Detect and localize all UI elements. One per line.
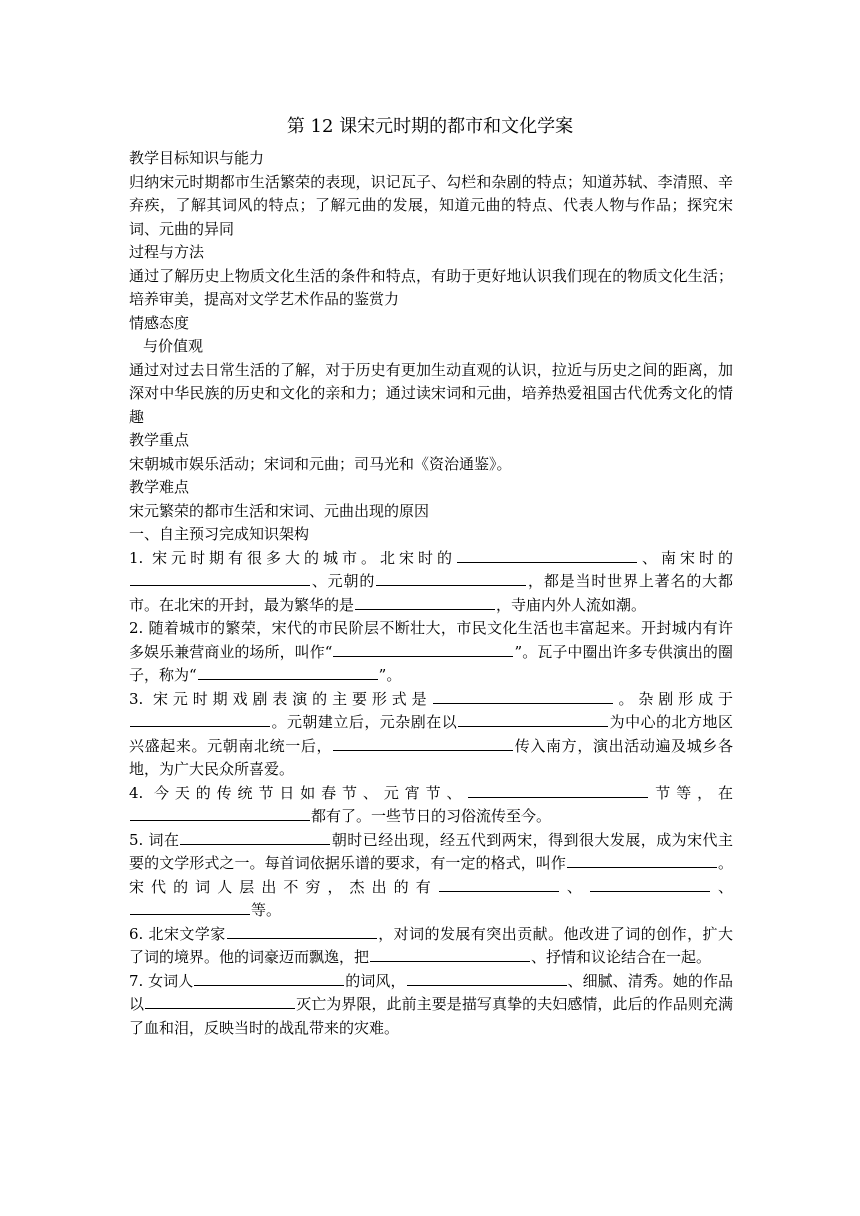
- process-heading: 过程与方法: [129, 243, 205, 261]
- question-2: [129, 617, 733, 688]
- fill-blank[interactable]: [439, 876, 559, 892]
- fill-blank[interactable]: [130, 711, 270, 727]
- question-3: [129, 688, 733, 782]
- question-3-text: 。元朝建立后，元杂剧在以: [271, 713, 458, 731]
- fill-blank[interactable]: [333, 735, 513, 751]
- question-1-text: 、南宋时的: [638, 548, 733, 567]
- question-4: [129, 782, 733, 829]
- question-4-text: 节等，在: [649, 783, 733, 802]
- question-6-text: ，对词的发展有突出贡献。他改进了词的创作，扩大了词的境界。他的词豪迈而飘逸，把: [129, 924, 733, 966]
- fill-blank[interactable]: [130, 570, 310, 586]
- values-text: 通过对过去日常生活的了解，对于历史有更加生动直观的认识，拉近与历史之间的距离，加深对中华民族的历史和文化的亲和力；通过读宋词和元曲，培养热爱祖国古代优秀文化的情趣: [129, 360, 733, 426]
- fill-blank[interactable]: [355, 594, 495, 610]
- question-5-text: 等。: [251, 901, 282, 919]
- question-4-text: 4. 今天的传统节日如春节、元宵节、: [129, 783, 468, 802]
- values-heading: 与价值观: [143, 337, 204, 355]
- fill-blank[interactable]: [130, 899, 250, 915]
- question-3-text: 传入南方，演出活动遍及城乡各地，为广大民众所喜爱。: [129, 736, 733, 778]
- fill-blank[interactable]: [130, 805, 310, 821]
- question-7-text: 7. 女词人: [129, 971, 194, 990]
- goals-heading: 教学目标知识与能力: [129, 149, 265, 167]
- key-points-heading: 教学重点: [129, 431, 190, 449]
- question-6-text: 6. 北宋文学家: [129, 924, 226, 943]
- difficult-points-text: 宋元繁荣的都市生活和宋词、元曲出现的原因: [129, 501, 430, 520]
- question-7-text: 灭亡为界限，此前主要是描写真挚的夫妇感情，此后的作品则充满了血和泪，反映当时的战乱带来的灾难。: [129, 995, 733, 1037]
- document-body: [129, 147, 733, 1040]
- fill-blank[interactable]: [376, 570, 526, 586]
- fill-blank[interactable]: [458, 711, 608, 727]
- key-points-text: 宋朝城市娱乐活动；宋词和元曲；司马光和《资治通鉴》。: [129, 454, 512, 473]
- preview-heading: 一、自主预习完成知识架构: [129, 525, 310, 543]
- fill-blank[interactable]: [567, 852, 717, 868]
- question-5: [129, 829, 733, 923]
- question-1-text: ，寺庙内外人流如潮。: [496, 595, 647, 614]
- fill-blank[interactable]: [227, 923, 377, 939]
- document-title: 第 12 课宋元时期的都市和文化学案: [286, 116, 574, 137]
- question-2-text: 2. 随着城市的繁荣，宋代的市民阶层不断壮大，市民文化生活也丰富起来。开封城内有许多娱乐兼营商业的场所，叫作“: [129, 619, 733, 661]
- fill-blank[interactable]: [198, 664, 378, 680]
- question-5-text: 5. 词在: [129, 830, 180, 849]
- question-3-text: 。杂剧形成于: [613, 689, 733, 708]
- question-1-text: ，都是当时世界上著名的大都市。在北宋的开封，最为繁华的是: [129, 572, 733, 614]
- fill-blank[interactable]: [457, 547, 637, 563]
- fill-blank[interactable]: [370, 946, 530, 962]
- fill-blank[interactable]: [180, 829, 330, 845]
- goals-text: 归纳宋元时期都市生活繁荣的表现，识记瓦子、勾栏和杂剧的特点；知道苏轼、李清照、辛弃疾，了解其词风的特点；了解元曲的发展，知道元曲的特点、代表人物与作品；探究宋词、元曲的异同: [129, 172, 733, 238]
- emotion-heading: 情感态度: [129, 313, 190, 332]
- question-6-text: 、抒情和议论结合在一起。: [531, 948, 712, 966]
- question-1-text: 、元朝的: [311, 572, 376, 590]
- question-5-text: 、: [559, 877, 589, 896]
- fill-blank[interactable]: [407, 970, 567, 986]
- question-2-text: ”。: [378, 666, 402, 684]
- question-7-text: 的词风，: [345, 971, 406, 990]
- question-1-text: 1. 宋元时期有很多大的城市。北宋时的: [129, 548, 456, 567]
- question-5-text: 、: [710, 877, 733, 896]
- fill-blank[interactable]: [145, 993, 295, 1009]
- question-3-text: 为中心的北方地区兴盛起来。元朝南北统一后，: [129, 713, 733, 755]
- question-2-text: ”。瓦子中圈出许多专供演出的圈子，称为“: [129, 642, 733, 684]
- fill-blank[interactable]: [468, 782, 648, 798]
- question-5-text: 。宋代的词人层出不穷，杰出的有: [129, 854, 733, 896]
- question-3-text: 3. 宋元时期戏剧表演的主要形式是: [129, 689, 432, 708]
- question-7-text: 、细腻、清秀。她的作品以: [129, 971, 733, 1013]
- fill-blank[interactable]: [333, 641, 513, 657]
- question-7: [129, 970, 733, 1041]
- fill-blank[interactable]: [433, 688, 613, 704]
- question-5-text: 朝时已经出现，经五代到两宋，得到很大发展，成为宋代主要的文学形式之一。每首词依据乐谱的要求，有一定的格式，叫作: [129, 830, 733, 872]
- fill-blank[interactable]: [194, 970, 344, 986]
- fill-blank[interactable]: [590, 876, 710, 892]
- question-4-text: 都有了。一些节日的习俗流传至今。: [311, 807, 552, 825]
- question-1: [129, 547, 733, 618]
- question-6: [129, 923, 733, 970]
- process-text: 通过了解历史上物质文化生活的条件和特点，有助于更好地认识我们现在的物质文化生活；培养审美，提高对文学艺术作品的鉴赏力: [129, 266, 733, 308]
- difficult-points-heading: 教学难点: [129, 478, 190, 496]
